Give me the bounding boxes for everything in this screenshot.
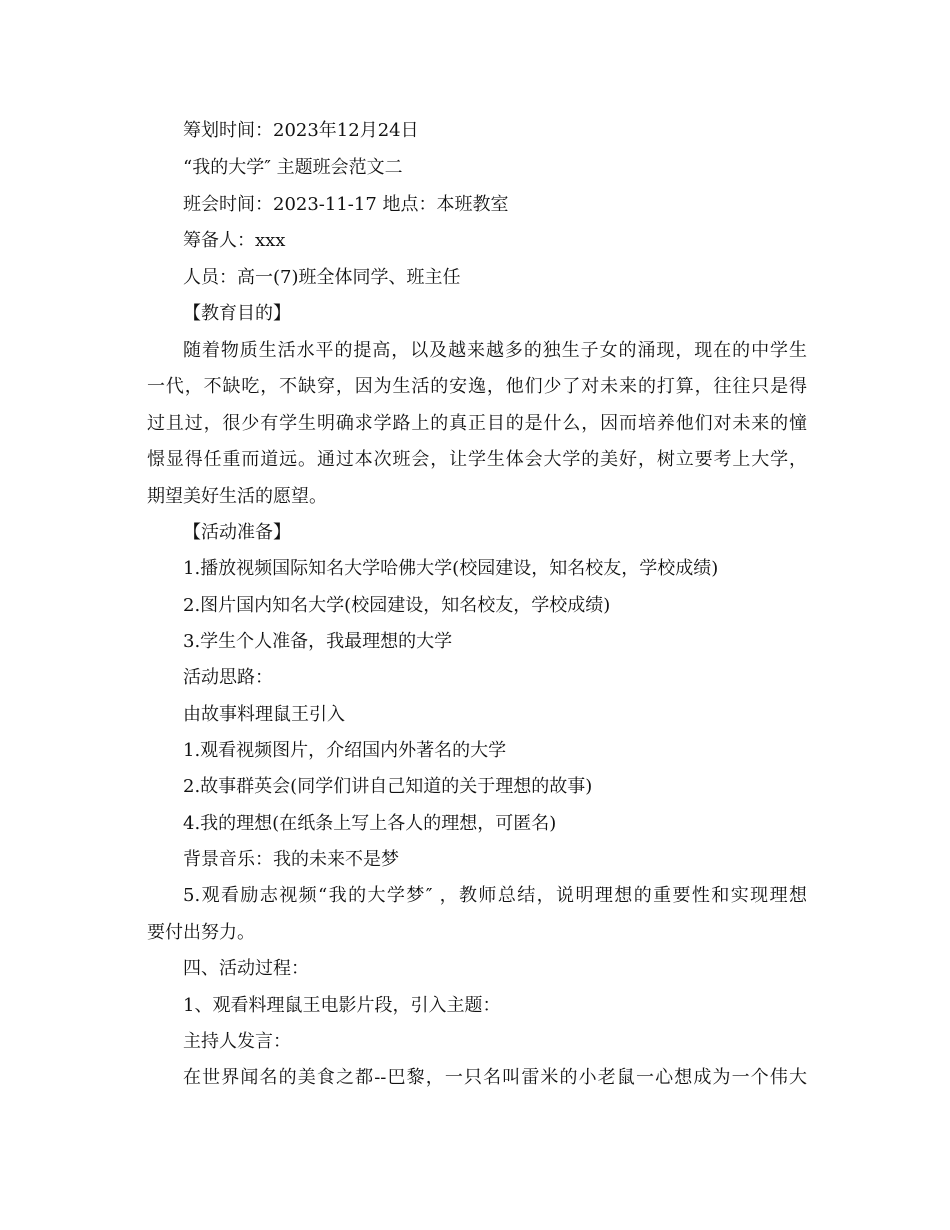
- list-item: 5.观看励志视频“我的大学梦″ ，教师总结，说明理想的重要性和实现理想: [183, 885, 807, 906]
- list-item: 1.播放视频国际知名大学哈佛大学(校园建设，知名校友，学校成绩): [183, 558, 719, 579]
- list-item: 1.观看视频图片，介绍国内外著名的大学: [183, 740, 507, 761]
- list-item: 3.学生个人准备，我最理想的大学: [183, 631, 453, 652]
- paragraph-line: 期望美好生活的愿望。: [147, 486, 327, 507]
- meeting-time-location-line: 班会时间：2023-11-17 地点：本班教室: [183, 194, 509, 215]
- host-speech-label: 主持人发言：: [183, 1031, 291, 1052]
- intro-line: 由故事料理鼠王引入: [183, 704, 345, 725]
- paragraph-line: 在世界闻名的美食之都--巴黎，一只名叫雷米的小老鼠一心想成为一个伟大: [183, 1067, 807, 1088]
- paragraph-line: 过且过，很少有学生明确求学路上的真正目的是什么，因而培养他们对未来的憧: [147, 413, 807, 434]
- list-item-continuation: 要付出努力。: [147, 922, 255, 943]
- planning-time-line: 筹划时间：2023年12月24日: [183, 120, 419, 141]
- process-step: 1、观看料理鼠王电影片段，引入主题：: [183, 995, 501, 1016]
- section-heading-activity-prep: 【活动准备】: [183, 522, 291, 543]
- section-heading-activity-process: 四、活动过程：: [183, 958, 309, 979]
- activity-ideas-label: 活动思路：: [183, 667, 273, 688]
- paragraph-line: 随着物质生活水平的提高，以及越来越多的独生子女的涌现，现在的中学生: [183, 340, 807, 361]
- participants-line: 人员：高一(7)班全体同学、班主任: [183, 267, 461, 288]
- section-heading-education-goal: 【教育目的】: [183, 303, 291, 324]
- background-music-line: 背景音乐：我的未来不是梦: [183, 849, 399, 870]
- list-item: 2.故事群英会(同学们讲自己知道的关于理想的故事): [183, 776, 593, 797]
- organizer-line: 筹备人：xxx: [183, 230, 286, 251]
- list-item: 4.我的理想(在纸条上写上各人的理想，可匿名): [183, 813, 557, 834]
- paragraph-line: 一代，不缺吃，不缺穿，因为生活的安逸，他们少了对未来的打算，往往只是得: [147, 376, 807, 397]
- paragraph-line: 憬显得任重而道远。通过本次班会，让学生体会大学的美好，树立要考上大学，: [147, 449, 807, 470]
- list-item: 2.图片国内知名大学(校园建设，知名校友，学校成绩): [183, 595, 611, 616]
- document-subtitle: “我的大学″ 主题班会范文二: [183, 157, 403, 178]
